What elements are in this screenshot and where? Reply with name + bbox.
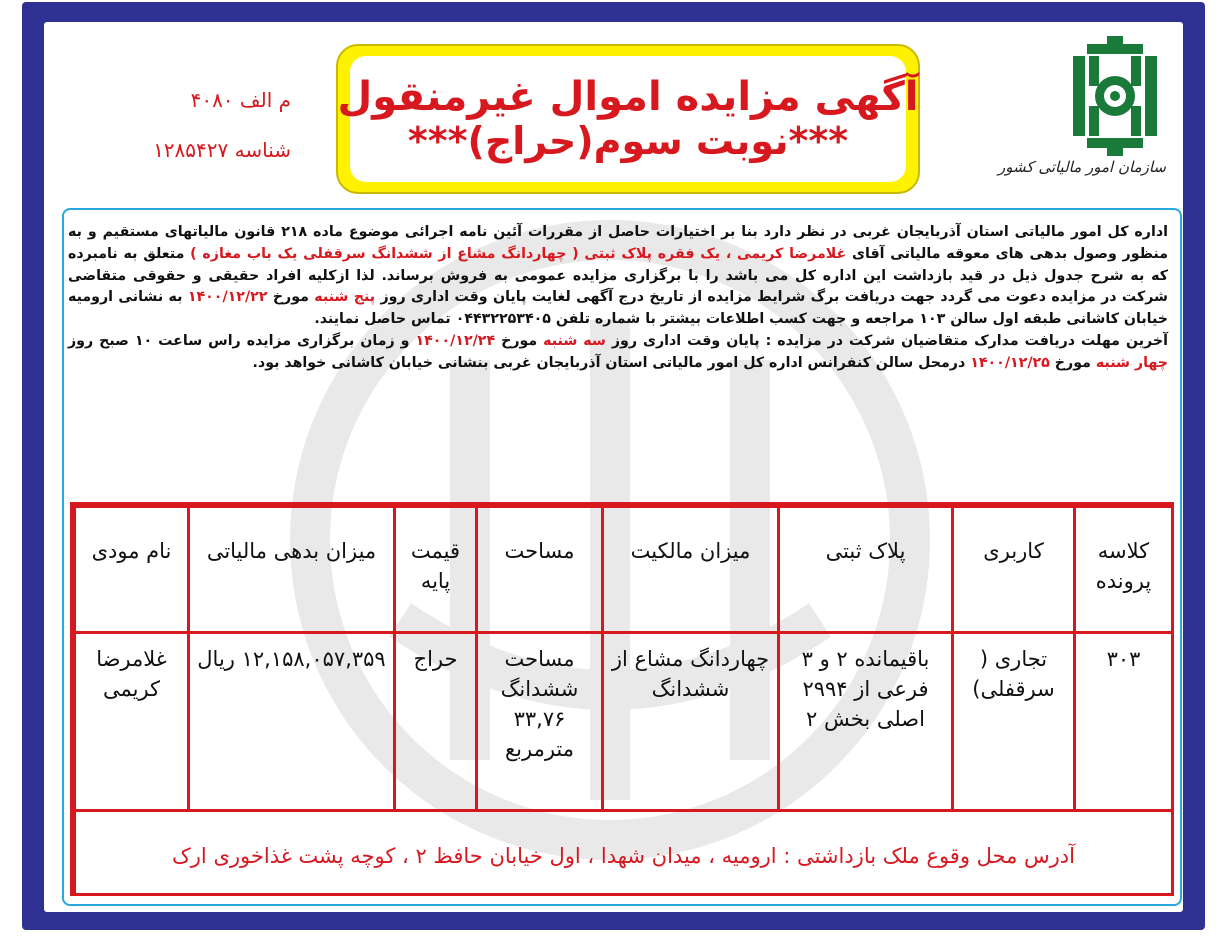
auction-day: چهار شنبه	[1095, 354, 1168, 371]
documents-date: ۱۴۰۰/۱۲/۲۴	[415, 332, 496, 349]
title-box	[336, 44, 920, 194]
deadline-date: ۱۴۰۰/۱۲/۲۲	[187, 289, 268, 306]
organization-logo	[998, 36, 1180, 186]
table-cell-usage: تجاری ( سرقفلی)	[953, 633, 1075, 811]
organization-name: سازمان امور مالیاتی کشور	[998, 158, 1166, 176]
column-header: میزان مالکیت	[603, 507, 779, 633]
reference-id-value: ۱۲۸۵۴۲۷	[153, 138, 229, 162]
notice-paragraph-1: اداره کل امور مالیاتی استان آذربایجان غربی در نظر دارد بنا بر اختیارات حاصل از مقررات آئین نامه اجرائی موضوع ماده ۲۱۸ قانون مالیاتهای مستقیم و به منظور وصول بدهی های معوقه مالیاتی آقای غلامرضا کریمی ، یک فقره پلاک ثبتی ( چهاردانگ مشاع از ششدانگ سرقفلی یک باب مغازه ) متعلق به نامبرده که به شرح جدول ذیل در قید بازداشت این اداره کل می باشد را با برگزاری مزایده عمومی به فروش برساند. لذا ازکلیه افراد حقیقی و حقوقی متقاضی شرکت در مزایده دعوت می گردد جهت دریافت برگ شرایط مزایده از تاریخ درج آگهی لغایت پایان وقت اداری روز پنج شنبه مورخ ۱۴۰۰/۱۲/۲۲ به نشانی ارومیه خیابان کاشانی طبقه اول سالن ۱۰۳ مراجعه و جهت کسب اطلاعات بیشتر با شماره تلفن ۰۴۴۳۲۲۵۳۴۰۵ تماس حاصل نمایند.	[68, 224, 1168, 328]
table-row	[75, 633, 1173, 811]
column-header: میزان بدهی مالیاتی	[189, 507, 395, 633]
reference-code: م الف ۴۰۸۰	[190, 88, 291, 112]
notice-paragraph-2: آخرین مهلت دریافت مدارک متقاضیان شرکت در مزایده : پایان وقت اداری روز سه شنبه مورخ ۱۴۰۰/۱۲/۲۴ و زمان برگزاری مزایده راس ساعت ۱۰ صبح روز چهار شنبه مورخ ۱۴۰۰/۱۲/۲۵ درمحل سالن کنفرانس اداره کل امور مالیاتی استان آذربایجان غربی بنشانی خیابان کاشانی خواهد بود.	[68, 332, 1168, 371]
property-address: آدرس محل وقوع ملک بازداشتی : ارومیه ، میدان شهدا ، اول خیابان حافظ ۲ ، کوچه پشت غذاخوری ارک	[75, 811, 1173, 895]
table-cell-registration-plate: باقیمانده ۲ و ۳ فرعی از ۲۹۹۴ اصلی بخش ۲	[779, 633, 953, 811]
auction-table	[70, 502, 1174, 896]
notice-body	[68, 222, 1168, 375]
page-title: آگهی مزایده اموال غیرمنقول	[337, 74, 919, 121]
column-header: کلاسه پرونده	[1075, 507, 1173, 633]
debtor-highlight: غلامرضا کریمی ، یک فقره پلاک ثبتی ( چهاردانگ مشاع از ششدانگ سرقفلی یک باب مغازه )	[190, 245, 847, 262]
auction-date: ۱۴۰۰/۱۲/۲۵	[970, 354, 1050, 371]
table-cell-base-price: حراج	[395, 633, 477, 811]
table-cell-taxpayer-name: غلامرضا کریمی	[75, 633, 189, 811]
table-cell-tax-debt: ۱۲,۱۵۸,۰۵۷,۳۵۹ ریال	[189, 633, 395, 811]
column-header: قیمت پایه	[395, 507, 477, 633]
table-cell-ownership: چهاردانگ مشاع از ششدانگ	[603, 633, 779, 811]
column-header: مساحت	[477, 507, 603, 633]
column-header: نام مودی	[75, 507, 189, 633]
column-header: کاربری	[953, 507, 1075, 633]
table-address-row	[75, 811, 1173, 895]
emblem-icon	[1067, 36, 1163, 156]
page-subtitle: ***نوبت سوم(حراج)***	[407, 119, 849, 164]
table-cell-area: مساحت ششدانگ ۳۳,۷۶ مترمربع	[477, 633, 603, 811]
reference-id-label: شناسه	[234, 138, 291, 162]
deadline-day: پنج شنبه	[314, 289, 376, 306]
documents-day: سه شنبه	[543, 332, 606, 349]
column-header: پلاک ثبتی	[779, 507, 953, 633]
reference-id	[153, 138, 291, 162]
table-header-row	[75, 507, 1173, 633]
table-cell-file-number: ۳۰۳	[1075, 633, 1173, 811]
